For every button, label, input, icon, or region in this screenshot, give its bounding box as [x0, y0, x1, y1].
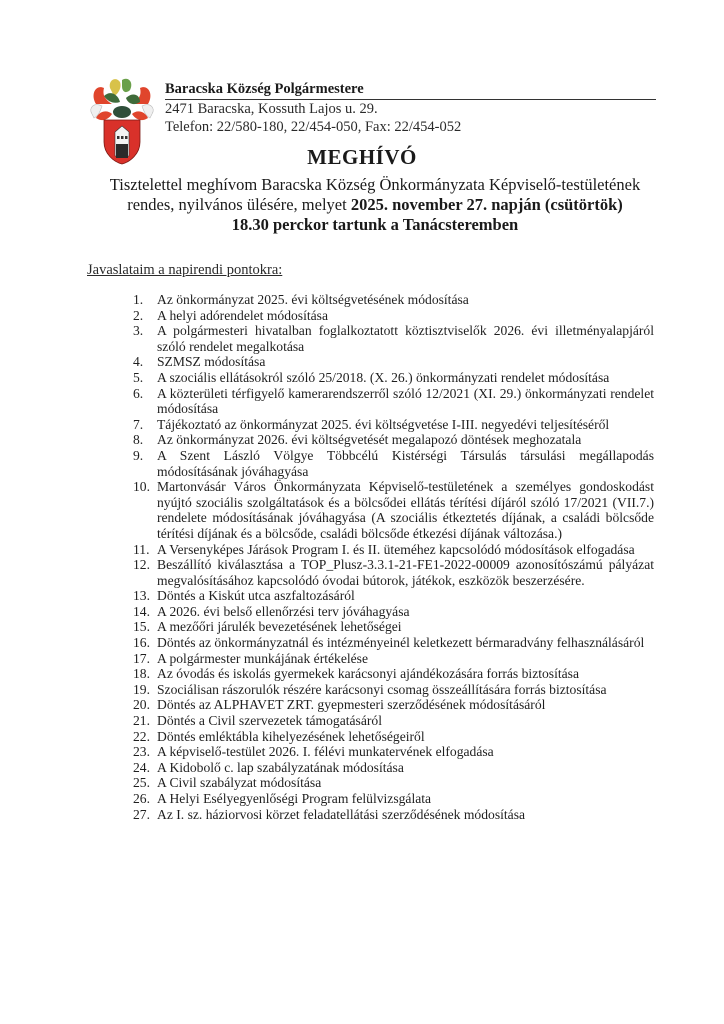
- intro-line-3: [40, 215, 710, 235]
- agenda-item-text: Martonvásár Város Önkormányzata Képviselő-testületének a személyes gondoskodást nyújtó szociális szolgáltatások és a bölcsődei ellátás térítési díjáról szóló 17/2021 (VII.7.) rendelete módosításának jóváhagyása (A szociális étkeztetés díjának, a családi bölcsőde térítési díjának és a bölcsőde, családi bölcsőde étkezési díjának változása.): [157, 479, 654, 541]
- agenda-item-number: 6.: [133, 385, 144, 401]
- agenda-item: [133, 682, 654, 698]
- agenda-item-text: A Helyi Esélyegyenlőségi Program felülvizsgálata: [157, 791, 432, 806]
- agenda-item-text: Döntés a Civil szervezetek támogatásáról: [157, 713, 382, 729]
- agenda-item-text: Döntés az önkormányzatnál és intézményeinél keletkezett bérmaradvány felhasználásáról: [157, 635, 645, 651]
- intro-line-2: [40, 195, 710, 215]
- org-contact: Telefon: 22/580-180, 22/454-050, Fax: 22/454-052: [165, 119, 462, 135]
- agenda-item-text: A polgármester munkájának értékelése: [157, 650, 368, 666]
- agenda-item-text: Az önkormányzat 2026. évi költségvetését megalapozó döntések meghozatala: [157, 432, 582, 448]
- agenda-item: [133, 760, 654, 776]
- agenda-item-number: 19.: [133, 681, 150, 697]
- agenda-item-number: 7.: [133, 416, 144, 432]
- agenda-item-number: 17.: [133, 650, 150, 666]
- agenda-item: [133, 542, 654, 558]
- agenda-item-number: 22.: [133, 728, 150, 744]
- agenda-item: [133, 370, 654, 386]
- agenda-item: [133, 557, 654, 588]
- agenda-item-number: 23.: [133, 744, 150, 760]
- agenda-item: [133, 713, 654, 729]
- letterhead: [165, 80, 656, 136]
- agenda-item-text: Döntés az ALPHAVET ZRT. gyepmesteri szerződésének módosításáról: [157, 697, 546, 713]
- org-name: Baracska Község Polgármestere: [165, 80, 656, 100]
- agenda-item-number: 3.: [133, 323, 144, 339]
- agenda-item-number: 25.: [133, 775, 150, 791]
- agenda-item-text: A Civil szabályzat módosítása: [157, 775, 322, 791]
- intro-line-2-prefix: rendes, nyilvános ülésére, melyet: [127, 195, 351, 214]
- agenda-item-text: Döntés a Kiskút utca aszfaltozásáról: [157, 588, 355, 604]
- agenda-item: [133, 697, 654, 713]
- agenda-item: [133, 448, 654, 479]
- agenda-item: [133, 666, 654, 682]
- agenda-item-text: Szociálisan rászorulók részére karácsonyi csomag összeállítására forrás biztosítása: [157, 681, 607, 697]
- agenda-item-number: 18.: [133, 666, 150, 682]
- document-title: MEGHÍVÓ: [307, 145, 417, 169]
- agenda-item: [133, 432, 654, 448]
- agenda-item-number: 10.: [133, 479, 150, 495]
- agenda-list: [133, 292, 654, 822]
- agenda-item: [133, 417, 654, 433]
- agenda-item-number: 14.: [133, 603, 150, 619]
- agenda-item-number: 2.: [133, 307, 144, 323]
- agenda-item-number: 12.: [133, 557, 150, 573]
- agenda-item-number: 4.: [133, 354, 144, 370]
- agenda-item-text: A Kidobolő c. lap szabályzatának módosítása: [157, 759, 404, 775]
- agenda-item-number: 9.: [133, 447, 144, 463]
- agenda-item-text: A Szent László Völgye Többcélú Kistérségi Társulás társulási megállapodás módosításának jóváhagyása: [157, 447, 654, 479]
- org-address: 2471 Baracska, Kossuth Lajos u. 29.: [165, 101, 378, 117]
- agenda-item: [133, 619, 654, 635]
- agenda-item-text: Az óvodás és iskolás gyermekek karácsonyi ajándékozására forrás biztosítása: [157, 666, 580, 682]
- agenda-item-number: 16.: [133, 635, 150, 651]
- agenda-item: [133, 308, 654, 324]
- agenda-item-number: 20.: [133, 697, 150, 713]
- agenda-item-number: 5.: [133, 369, 144, 385]
- agenda-item-number: 15.: [133, 619, 150, 635]
- agenda-item-text: A szociális ellátásokról szóló 25/2018. (X. 26.) önkormányzati rendelet módosítása: [157, 369, 610, 385]
- agenda-item-text: A mezőőri járulék bevezetésének lehetőségei: [157, 619, 402, 635]
- agenda-item: [133, 479, 654, 541]
- agenda-item-text: Döntés emléktábla kihelyezésének lehetőségeiről: [157, 728, 425, 744]
- agenda-item-number: 24.: [133, 759, 150, 775]
- agenda-item: [133, 807, 654, 823]
- agenda-item: [133, 354, 654, 370]
- invitation-intro: [40, 175, 710, 235]
- agenda-item: [133, 744, 654, 760]
- agenda-item-number: 26.: [133, 791, 150, 806]
- agenda-item-text: A képviselő-testület 2026. I. félévi munkatervének elfogadása: [157, 744, 494, 760]
- agenda-item-text: Tájékoztató az önkormányzat 2025. évi költségvetése I-III. negyedévi teljesítéséről: [157, 416, 610, 432]
- agenda-item-text: A 2026. évi belső ellenőrzési terv jóváhagyása: [157, 603, 410, 619]
- agenda-item: [133, 651, 654, 667]
- agenda-item-text: A közterületi térfigyelő kamerarendszerről szóló 12/2021 (XI. 29.) önkormányzati rendelet módosítása: [157, 385, 654, 417]
- agenda-item: [133, 729, 654, 745]
- agenda-item-text: A helyi adórendelet módosítása: [157, 307, 329, 323]
- agenda-item-number: 27.: [133, 806, 150, 822]
- agenda-item-text: A Versenyképes Járások Program I. és II. üteméhez kapcsolódó módosítások elfogadása: [157, 541, 635, 557]
- agenda-item-text: Az I. sz. háziorvosi körzet feladatellátási szerződésének módosítása: [157, 806, 526, 822]
- agenda-item-number: 21.: [133, 713, 150, 729]
- agenda-item-text: Az önkormányzat 2025. évi költségvetésének módosítása: [157, 292, 469, 307]
- meeting-time-place: 18.30 perckor tartunk a Tanácsteremben: [231, 215, 519, 234]
- agenda-item-number: 11.: [133, 541, 150, 557]
- agenda-label: Javaslataim a napirendi pontokra:: [87, 262, 283, 278]
- agenda-item: [133, 588, 654, 604]
- intro-line-1: Tisztelettel meghívom Baracska Község Önkormányzata Képviselő-testületének: [109, 175, 641, 194]
- meeting-date: 2025. november 27. napján (csütörtök): [350, 195, 623, 214]
- agenda-item: [133, 775, 654, 791]
- agenda-item: [133, 386, 654, 417]
- agenda-item: [133, 791, 654, 807]
- agenda-item-number: 8.: [133, 432, 144, 448]
- agenda-item-text: Beszállító kiválasztása a TOP_Plusz-3.3.1-21-FE1-2022-00009 azonosítószámú pályázat megvalósításához kapcsolódó óvodai bútorok, játékok, eszközök beszerzésére.: [157, 557, 654, 588]
- agenda-item-text: SZMSZ módosítása: [157, 354, 266, 370]
- agenda-item-number: 1.: [133, 292, 144, 307]
- agenda-item: [133, 604, 654, 620]
- agenda-item: [133, 292, 654, 308]
- agenda-item-text: A polgármesteri hivatalban foglalkoztatott köztisztviselők 2026. évi illetményalapjáról szóló rendelet megalkotása: [157, 323, 654, 354]
- agenda-item: [133, 635, 654, 651]
- agenda-item-number: 13.: [133, 588, 150, 604]
- agenda-item: [133, 323, 654, 354]
